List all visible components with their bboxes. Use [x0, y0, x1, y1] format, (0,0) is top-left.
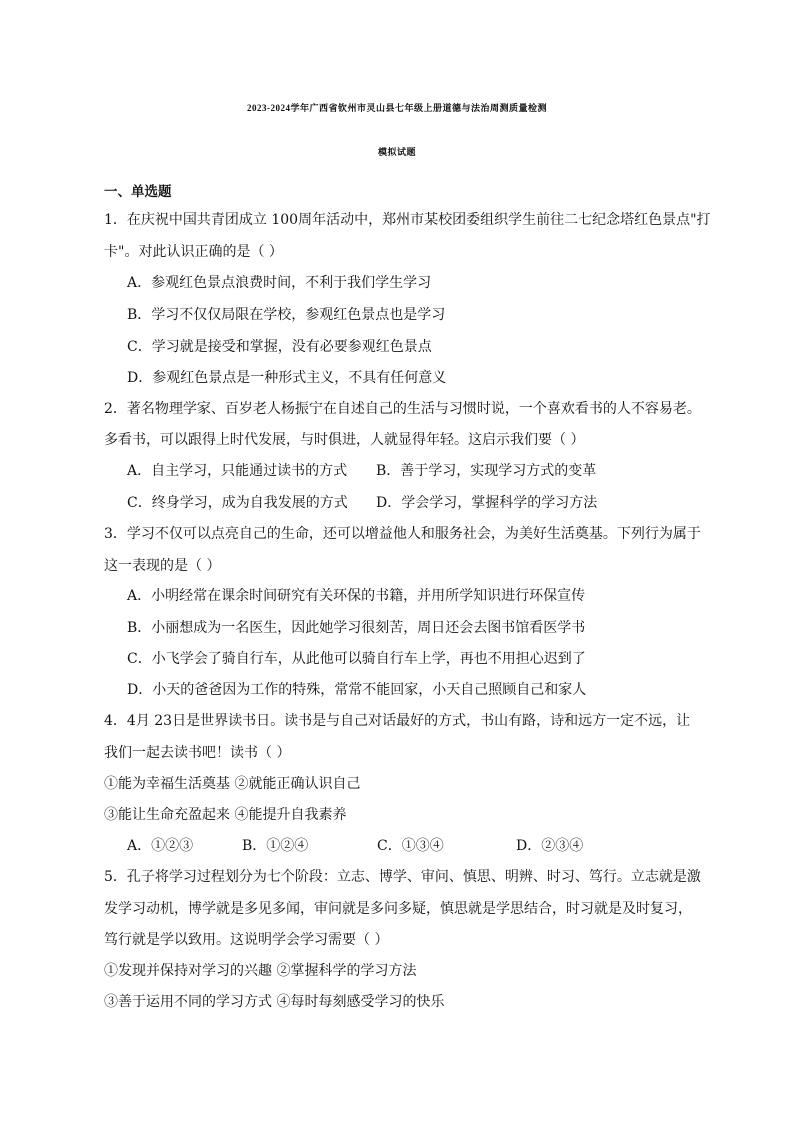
question-3-option-d: D．小天的爸爸因为工作的特殊，常常不能回家，小天自己照顾自己和家人: [127, 682, 587, 698]
question-5-stem-line3: 笃行就是学以致用。这说明学会学习需要（ ）: [104, 932, 389, 948]
question-4-stem-line2: 我们一起去读书吧！读书（ ）: [104, 745, 291, 761]
question-4-stem-line1: 4．4月 23日是世界读书日。读书是与自己对话最好的方式，书山有路，诗和远方一定不远，让: [104, 713, 691, 729]
question-1-option-a: A．参观红色景点浪费时间，不利于我们学生学习: [127, 275, 432, 291]
question-2-option-c: C．终身学习，成为自我发展的方式: [127, 495, 348, 511]
question-5-stem-line2: 发学习动机，博学就是多见多闻，审问就是多问多疑，慎思就是学思结合，时习就是及时复习，: [104, 901, 692, 917]
section-heading: 一、单选题: [104, 184, 172, 200]
question-1-option-b: B．学习不仅仅局限在学校，参观红色景点也是学习: [127, 307, 446, 323]
question-5-statements-line1: ①发现并保持对学习的兴趣 ②掌握科学的学习方法: [104, 963, 417, 979]
question-4-option-a: A．①②③: [127, 838, 194, 854]
question-4-option-d: D．②③④: [516, 838, 584, 854]
question-3-option-b: B．小丽想成为一名医生，因此她学习很刻苦，周日还会去图书馆看医学书: [127, 620, 586, 636]
question-4-statements-line1: ①能为幸福生活奠基 ②就能正确认识自己: [104, 776, 361, 792]
question-4-statements-line2: ③能让生命充盈起来 ④能提升自我素养: [104, 807, 347, 823]
question-2-stem-line2: 多看书，可以跟得上时代发展，与时俱进，人就显得年轻。这启示我们要（ ）: [104, 432, 585, 448]
question-5-statements-line2: ③善于运用不同的学习方式 ④每时每刻感受学习的快乐: [104, 994, 445, 1010]
question-3-option-c: C．小飞学会了骑自行车，从此他可以骑自行车上学，再也不用担心迟到了: [127, 651, 586, 667]
question-2-option-a: A．自主学习，只能通过读书的方式: [127, 463, 348, 479]
question-4-option-c: C．①③④: [377, 838, 444, 854]
question-1-stem-line1: 1．在庆祝中国共青团成立 100周年活动中，郑州市某校团委组织学生前往二七纪念塔红色景点"打: [104, 212, 711, 228]
question-2-option-b: B．善于学习，实现学习方式的变革: [376, 463, 597, 479]
question-3-stem-line2: 这一表现的是（ ）: [104, 558, 221, 574]
question-1-stem-line2: 卡"。对此认识正确的是（ ）: [104, 244, 283, 260]
question-2-stem-line1: 2．著名物理学家、百岁老人杨振宁在自述自己的生活与习惯时说，一个喜欢看书的人不容易老。: [104, 401, 701, 417]
question-4-option-b: B．①②④: [242, 838, 309, 854]
question-5-stem-line1: 5．孔子将学习过程划分为七个阶段：立志、博学、审问、慎思、明辨、时习、笃行。立志就是激: [104, 869, 701, 885]
document-title-line2: 模拟试题: [377, 147, 416, 157]
question-3-option-a: A．小明经常在课余时间研究有关环保的书籍，并用所学知识进行环保宣传: [127, 588, 586, 604]
question-2-option-d: D．学会学习，掌握科学的学习方法: [376, 495, 598, 511]
question-3-stem-line1: 3．学习不仅可以点亮自己的生命，还可以增益他人和服务社会，为美好生活奠基。下列行为属于: [104, 526, 701, 542]
question-1-option-d: D．参观红色景点是一种形式主义，不具有任何意义: [127, 370, 447, 386]
question-1-option-c: C．学习就是接受和掌握，没有必要参观红色景点: [127, 339, 432, 355]
document-title-line1: 2023-2024学年广西省钦州市灵山县七年级上册道德与法治周测质量检测: [247, 103, 547, 113]
